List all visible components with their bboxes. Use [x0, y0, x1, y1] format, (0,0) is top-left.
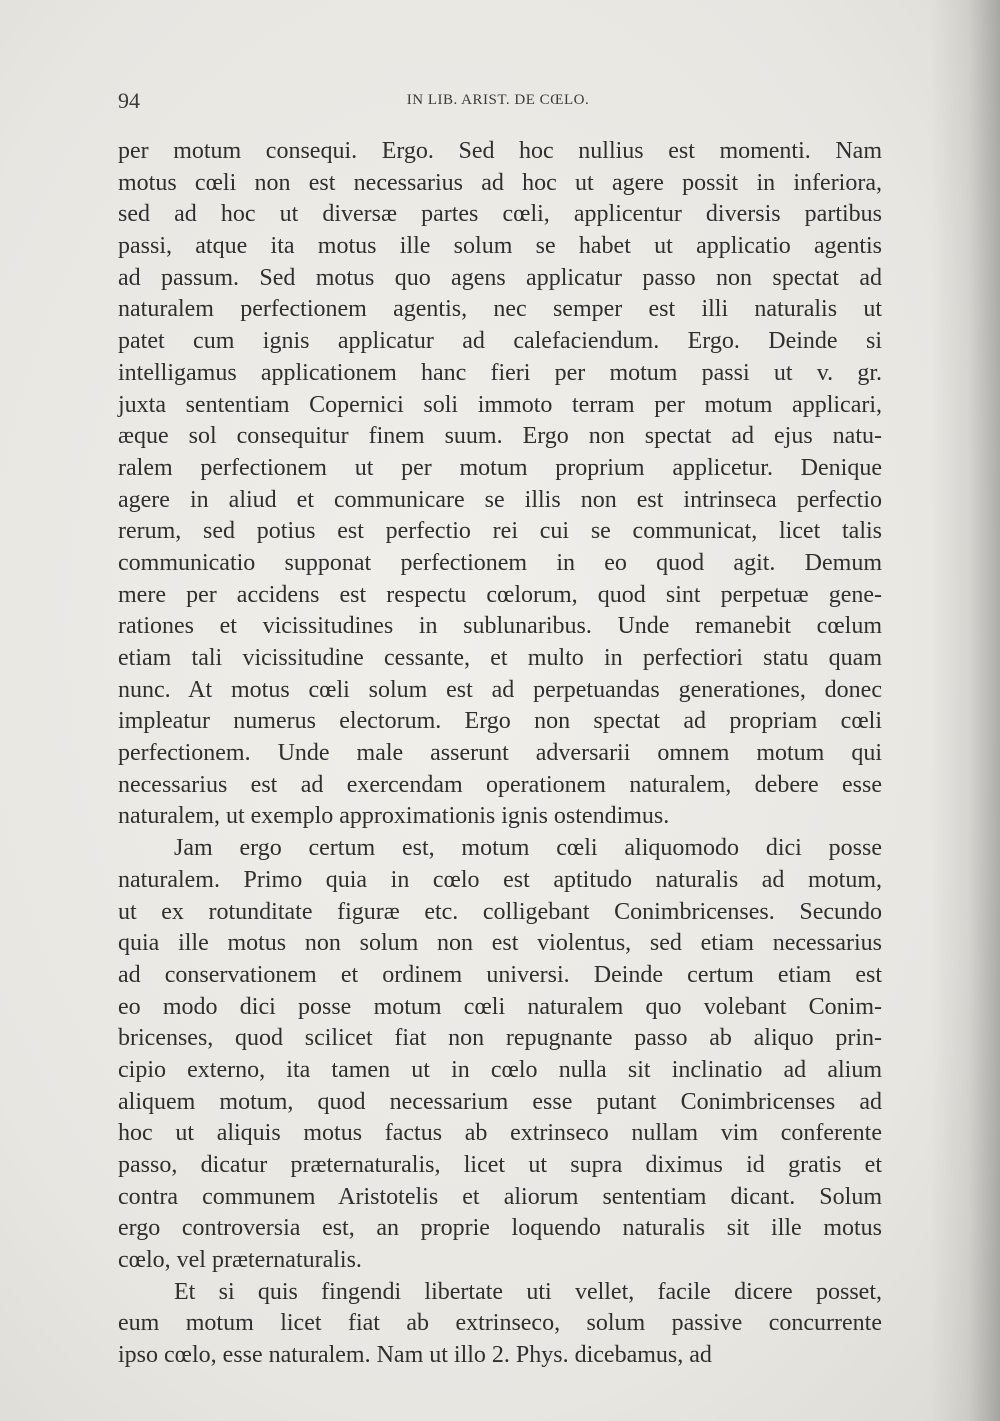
text-line: Jam ergo certum est, motum cœli aliquomodo dici posse: [174, 835, 882, 862]
text-line: Et si quis fingendi libertate uti vellet, facile dicere posset,: [174, 1278, 882, 1305]
text-line: communicatio supponat perfectionem in eo quod agit. Demum: [118, 549, 882, 576]
running-title: IN LIB. ARIST. DE CŒLO.: [406, 92, 590, 108]
text-line: ad conservationem et ordinem universi. Deinde certum etiam est: [118, 961, 882, 988]
text-line: impleatur numerus electorum. Ergo non spectat ad propriam cœli: [118, 708, 882, 735]
text-line: naturalem. Primo quia in cœlo est aptitudo naturalis ad motum,: [118, 866, 882, 893]
text-line: æque sol consequitur finem suum. Ergo non spectat ad ejus natu-: [118, 423, 882, 450]
text-line: naturalem, ut exemplo approximationis ignis ostendimus.: [118, 803, 670, 830]
page-header: [118, 88, 878, 116]
text-line: bricenses, quod scilicet fiat non repugnante passo ab aliquo prin-: [118, 1025, 882, 1052]
text-line: ralem perfectionem ut per motum proprium applicetur. Denique: [118, 454, 882, 481]
text-line: juxta sententiam Copernici soli immoto terram per motum applicari,: [118, 391, 882, 418]
text-line: passi, atque ita motus ille solum se habet ut applicatio agentis: [118, 233, 882, 260]
text-line: ipso cœlo, esse naturalem. Nam ut illo 2. Phys. dicebamus, ad: [118, 1342, 712, 1369]
paragraph: [118, 833, 882, 1277]
text-line: necessarius est ad exercendam operationem naturalem, debere esse: [118, 771, 882, 798]
text-line: contra communem Aristotelis et aliorum sententiam dicant. Solum: [118, 1183, 882, 1210]
text-line: quia ille motus non solum non est violentus, sed etiam necessarius: [118, 930, 882, 957]
text-line: aliquem motum, quod necessarium esse putant Conimbricenses ad: [118, 1088, 882, 1115]
page-edge-shadow: [930, 0, 1000, 1421]
text-line: mere per accidens est respectu cœlorum, quod sint perpetuæ gene-: [118, 581, 882, 608]
text-line: ergo controversia est, an proprie loquendo naturalis sit ille motus: [118, 1215, 882, 1242]
text-line: ad passum. Sed motus quo agens applicatur passo non spectat ad: [118, 264, 882, 291]
text-line: perfectionem. Unde male asserunt adversarii omnem motum qui: [118, 740, 882, 767]
page-number: 94: [118, 88, 140, 113]
text-line: rationes et vicissitudines in sublunaribus. Unde remanebit cœlum: [118, 613, 882, 640]
text-line: patet cum ignis applicatur ad calefaciendum. Ergo. Deinde si: [118, 328, 882, 355]
text-line: cœlo, vel præternaturalis.: [118, 1247, 362, 1274]
paragraph: [118, 136, 882, 833]
text-line: rerum, sed potius est perfectio rei cui se communicat, licet talis: [118, 518, 882, 545]
text-line: hoc ut aliquis motus factus ab extrinseco nullam vim conferente: [118, 1120, 882, 1147]
text-line: motus cœli non est necessarius ad hoc ut agere possit in inferiora,: [118, 169, 882, 196]
body-text: [118, 136, 882, 1372]
text-line: per motum consequi. Ergo. Sed hoc nullius est momenti. Nam: [118, 138, 882, 164]
text-line: etiam tali vicissitudine cessante, et multo in perfectiori statu quam: [118, 645, 882, 671]
text-line: eo modo dici posse motum cœli naturalem quo volebant Conim-: [118, 993, 882, 1020]
text-line: sed ad hoc ut diversæ partes cœli, applicentur diversis partibus: [118, 201, 882, 228]
text-line: intelligamus applicationem hanc fieri per motum passi ut v. gr.: [118, 359, 882, 386]
text-line: naturalem perfectionem agentis, nec semper est illi naturalis ut: [118, 296, 882, 323]
text-line: passo, dicatur præternaturalis, licet ut supra diximus id gratis et: [118, 1152, 882, 1178]
text-line: agere in aliud et communicare se illis non est intrinseca perfectio: [118, 486, 882, 513]
text-line: nunc. At motus cœli solum est ad perpetuandas generationes, donec: [118, 676, 882, 703]
text-line: cipio externo, ita tamen ut in cœlo nulla sit inclinatio ad alium: [118, 1056, 882, 1083]
text-line: eum motum licet fiat ab extrinseco, solum passive concurrente: [118, 1310, 882, 1337]
text-line: ut ex rotunditate figuræ etc. colligebant Conimbricenses. Secundo: [118, 898, 882, 925]
paragraph: [118, 1277, 882, 1372]
